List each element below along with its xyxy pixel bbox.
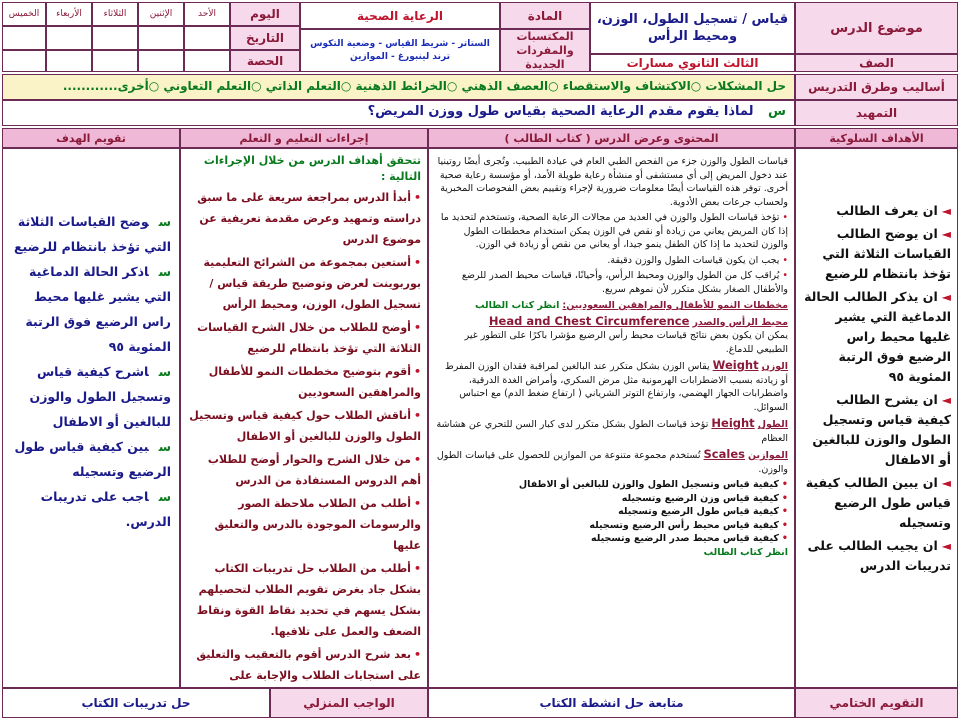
day-label: اليوم [230, 2, 300, 26]
procedure-link[interactable]: • كيفية قياس وتسجيل الطول والوزن للبالغين أو الاطفال [435, 478, 788, 492]
goal-item: ◄ ان يعرف الطالب [800, 201, 951, 221]
intro-question: لماذا يقوم مقدم الرعاية الصحية بقياس طول ووزن المريض؟ [367, 104, 754, 119]
col-procedures-header: إجراءات التعليم و التعلم [180, 128, 428, 148]
evaluation-item: ساشرح كيفية قياس وتسجيل الطول والوزن للبالغين أو الاطفال [29, 364, 171, 429]
weight-en: Weight [712, 358, 759, 372]
goal-item: ◄ ان يذكر الطالب الحالة الدماغية التي يشير غليها محيط راس الرضيع فوق الرتبة المئوية ٩٥ [800, 287, 951, 387]
head-chest-line [435, 315, 788, 330]
methods-content: حل المشكلات ○الاكتشاف والاستقصاء ○العصف الذهني ○الخرائط الذهنية ○التعلم الذاتي ○التعلم التعاوني ○أخرى............ [62, 79, 786, 93]
content-bullet: • تؤخذ قياسات الطول والوزن في العديد من مجالات الرعاية الصحية، وتستخدم لتحديد ما إذا كان المريض يعاني من زيادة أو نقص في الوزن يمكن استخدام مخططات الطول والوزن لتحديد ما إذا كان الطفل ينمو جيدا، أو يعاني من نقص أو زيادة في الوزن. [435, 211, 788, 252]
col-evaluation-header: تقويم الهدف [2, 128, 180, 148]
scales-section [435, 448, 788, 476]
grade-label: الصف [795, 54, 958, 72]
content-intro: قياسات الطول والوزن جزء من الفحص الطبي العام في عيادة الطبيب. وتُجرى أيضًا روتينيا عند دخول المريض إلى أي مستشفى أو منشأة رعاية طويلة الأمد، أو مؤسسة رعاية صحية أخرى. توفر هذه القياسات أيضًا معلومات ضرورية لإجراء وتقييم بعض الفحوصات المخبرية ولحساب جرعات بعض الأدوية. [437, 156, 788, 208]
height-ar: الطول [757, 419, 788, 430]
homework-value: حل تدريبات الكتاب [2, 688, 270, 718]
evaluation-item: سوضح القياسات الثلاثة التي تؤخذ بانتظام للرضيع [13, 214, 171, 254]
procedure-link[interactable]: • كيفية قياس وزن الرضيع وتسجيله [435, 492, 788, 506]
date-cell-5[interactable] [2, 26, 46, 50]
height-text: تؤخذ قياسات الطول بشكل متكرر لدى كبار السن للتحري عن هشاشة العظام [436, 419, 788, 444]
procedure-step: • أطلب من الطلاب ملاحظة الصور والرسومات الموجودة بالدرس والتعليق عليها [187, 493, 421, 556]
weight-section [435, 359, 788, 414]
head-chest-en: Head and Chest Circumference [488, 313, 690, 328]
procedure-step: • بعد شرح الدرس أقوم بالتعقيب والتعليق على استجابات الطلاب والإجابة على [187, 644, 421, 688]
goal-item: ◄ ان يجيب الطالب على تدريبات الدرس [800, 536, 951, 576]
procedures-list [435, 478, 788, 546]
closing-eval-value: متابعة حل انشطة الكتاب [428, 688, 795, 718]
methods-label: أساليب وطرق التدريس [795, 74, 958, 100]
height-en: Height [711, 416, 755, 430]
intro-label: التمهيد [795, 100, 958, 126]
goal-item: ◄ ان يبين الطالب كيفية قياس طول الرضيع وتسجيله [800, 473, 951, 533]
period-cell-3[interactable] [92, 50, 138, 72]
procedure-step: • أوضح للطلاب من خلال الشرح القياسات الثلاثة التي تؤخذ بانتظام للرضيع [187, 317, 421, 359]
new-vocab-label: المكتسبات والمفردات الجديدة [500, 29, 590, 72]
lesson-topic-label: موضوع الدرس [795, 2, 958, 54]
see-book-footer: انظر كتاب الطالب [703, 546, 788, 558]
date-label: التاريخ [230, 26, 300, 50]
col-goals-header: الأهداف السلوكية [795, 128, 958, 148]
content-bullet: • يجب ان يكون قياسات الطول والوزن دقيقة. [435, 254, 788, 268]
procedure-link[interactable]: • كيفية قياس محيط رأس الرضيع وتسجيله [435, 519, 788, 533]
scales-text: تُستخدم مجموعة متنوعة من الموازين للحصول على قياسات الطول والوزن. [436, 450, 788, 475]
lesson-topic: قياس / تسجيل الطول، الوزن، ومحيط الرأس [590, 2, 795, 54]
col-content-header: المحتوى وعرض الدرس ( كتاب الطالب ) [428, 128, 795, 148]
day-wednesday: الأربعاء [46, 2, 92, 26]
goal-item: ◄ ان يوضح الطالب القياسات الثلاثة التي تؤخذ بانتظام للرضيع [800, 224, 951, 284]
growth-charts-see-book: انظر كتاب الطالب [475, 300, 560, 311]
weight-ar: الوزن [761, 361, 788, 372]
subject-label: المادة [500, 2, 590, 29]
evaluation-item: ساجب على تدريبات الدرس. [40, 489, 171, 529]
content-column [428, 148, 795, 688]
methods-text [2, 74, 795, 100]
procedure-step: • من خلال الشرح والحوار أوضح للطلاب أهم الدروس المستفادة من الدرس [187, 449, 421, 491]
procedure-step: • أستعين بمجموعة من الشرائح التعليمية بوربوينت لعرض وتوضيح طريقة قياس / تسجيل الطول، الوزن، ومحيط الرأس [187, 252, 421, 315]
evaluation-item: ساذكر الحالة الدماغية التي يشير غليها محيط راس الرضيع فوق الرتبة المئوية ٩٥ [25, 264, 171, 354]
procedure-step: • أناقش الطلاب حول كيفية قياس وتسجيل الطول والوزن للبالغين أو الاطفال [187, 405, 421, 447]
procedure-link[interactable]: • كيفية قياس طول الرضيع وتسجيله [435, 505, 788, 519]
growth-charts-line [435, 299, 788, 313]
procedure-step: • أبدأ الدرس بمراجعة سريعة على ما سبق دراسته وتمهيد وعرض مقدمة تعريفية عن موضوع الدرس [187, 187, 421, 250]
evaluation-item: سبين كيفية قياس طول الرضيع وتسجيله [14, 439, 171, 479]
period-cell-5[interactable] [2, 50, 46, 72]
day-monday: الإثنين [138, 2, 184, 26]
evaluation-column [2, 148, 180, 688]
goals-column [795, 148, 958, 688]
day-thursday: الخميس [2, 2, 46, 26]
content-bullet: • يُراقب كل من الطول والوزن ومحيط الرأس، وأحيانًا، قياسات محيط الصدر للرضع والأطفال الصغار بشكل متكرر لأن نموهم سريع. [435, 269, 788, 296]
homework-label: الواجب المنزلي [270, 688, 428, 718]
intro-s: س [768, 104, 786, 119]
date-cell-4[interactable] [46, 26, 92, 50]
period-cell-4[interactable] [46, 50, 92, 72]
day-sunday: الأحد [184, 2, 230, 26]
growth-charts-title: مخططات النمو للأطفال والمراهقين السعوديين: [562, 300, 788, 311]
scales-ar: الموازين [748, 450, 788, 461]
height-section [435, 417, 788, 445]
head-chest-text: يمكن ان يكون بعض نتائج قياسات محيط رأس الرضيع مؤشرا باكرًا على التطور غير الطبيعي للدماغ. [464, 330, 788, 355]
date-cell-2[interactable] [138, 26, 184, 50]
period-cell-2[interactable] [138, 50, 184, 72]
procedures-column [180, 148, 428, 688]
procedure-link[interactable]: • كيفية قياس محيط صدر الرضيع وتسجيله [435, 532, 788, 546]
scales-en: Scales [703, 447, 745, 461]
goal-item: ◄ ان يشرح الطالب كيفية قياس وتسجيل الطول والوزن للبالغين أو الاطفال [800, 390, 951, 470]
grade-value: الثالث الثانوي مسارات [590, 54, 795, 72]
period-cell-1[interactable] [184, 50, 230, 72]
date-cell-3[interactable] [92, 26, 138, 50]
period-label: الحصة [230, 50, 300, 72]
day-tuesday: الثلاثاء [92, 2, 138, 26]
subject-value: الرعاية الصحية [300, 2, 500, 29]
procedure-step: • أطلب من الطلاب حل تدريبات الكتاب بشكل جاد بغرض تقويم الطلاب لتحصيلهم بشكل يسهم في تحديد نقاط القوة ونقاط الضعف والعمل على تلافيها. [187, 558, 421, 642]
date-cell-1[interactable] [184, 26, 230, 50]
procedures-intro: تتحقق أهداف الدرس من خلال الإجراءات التالية : [203, 154, 421, 183]
new-vocab-value: الستاتر - شريط القياس - وضعية التكوس ترند لينبورغ - الموازين [300, 29, 500, 72]
intro-question-cell [2, 100, 795, 126]
head-chest-ar: محيط الرأس والصدر [692, 316, 788, 328]
procedure-step: • أقوم بتوضيح مخططات النمو للأطفال والمراهقين السعوديين [187, 361, 421, 403]
closing-eval-label: التقويم الختامي [795, 688, 958, 718]
weight-text: يقاس الوزن بشكل متكرر عند البالغين لمراقبة فقدان الوزن المفرط أو زيادته بسبب الاضطرابات الهرمونية مثل مرض السكري، وأمراض الغدة الدرقية، واضطرابات الجهاز الهضمي، وارتفاع التوتر الشرياني ( ارتفاع ضغط الدم) مع احتباس السوائل. [444, 361, 788, 413]
